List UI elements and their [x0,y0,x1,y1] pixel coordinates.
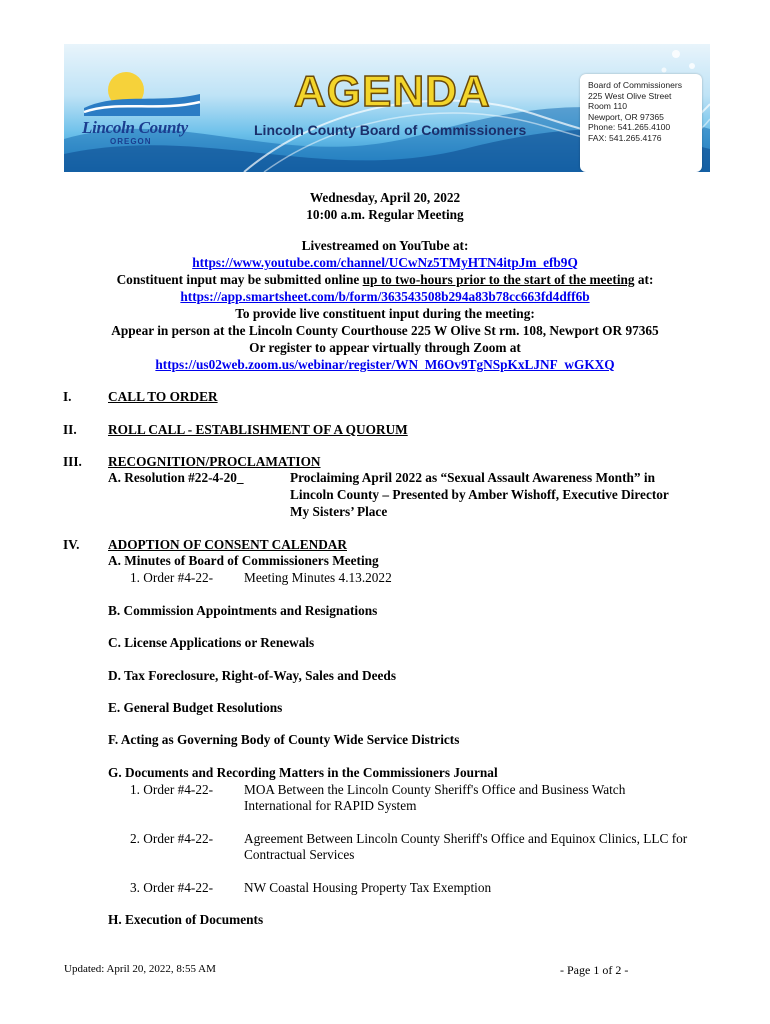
section-roll-call: ROLL CALL - ESTABLISHMENT OF A QUORUM [108,422,408,437]
address-line: Newport, OR 97365 [588,111,664,122]
board-title: Lincoln County Board of Commissioners [254,122,527,138]
input-prefix: Constituent input may be submitted online [116,272,363,287]
order-number: 2. Order #4-22- [130,831,214,846]
youtube-link-line [0,255,770,271]
zoom-link-line [0,357,770,373]
page-number: - Page 1 of 2 - [560,963,629,977]
order-desc: NW Coastal Housing Property Tax Exemption [244,880,492,895]
smartsheet-link-line [0,289,770,305]
order-desc: Meeting Minutes 4.13.2022 [244,570,392,585]
meeting-date: Wednesday, April 20, 2022 [309,190,461,205]
input-deadline: up to two-hours prior to the start of the meeting [362,272,635,287]
resolution-desc-line: My Sisters’ Place [290,504,388,519]
section-recognition: RECOGNITION/PROCLAMATION [108,454,321,469]
section-number: II. [63,422,77,437]
consent-item-a: A. Minutes of Board of Commissioners Meeting [108,553,379,568]
consent-item-d: D. Tax Foreclosure, Right-of-Way, Sales and Deeds [108,668,396,683]
updated-timestamp: Updated: April 20, 2022, 8:55 AM [64,963,216,975]
consent-item-e: E. General Budget Resolutions [108,700,283,715]
live-input-label: To provide live constituent input during the meeting: [235,306,535,321]
order-number: 1. Order #4-22- [130,782,214,797]
smartsheet-link[interactable]: https://app.smartsheet.com/b/form/363543508b294a83b78cc663fd4dff6b [180,289,590,304]
youtube-link[interactable]: https://www.youtube.com/channel/UCwNz5TMyHTN4itpJm_efb9Q [192,255,578,270]
meeting-time: 10:00 a.m. Regular Meeting [306,207,464,222]
logo-subtitle: OREGON [110,137,152,146]
logo-name: Lincoln County [82,118,188,137]
resolution-desc-line: Lincoln County – Presented by Amber Wishoff, Executive Director [290,487,669,502]
order-desc: MOA Between the Lincoln County Sheriff's Office and Business Watch [244,782,626,797]
appear-in-person: Appear in person at the Lincoln County Courthouse 225 W Olive St rm. 108, Newport OR 97365 [111,323,659,338]
section-number: I. [63,389,72,404]
resolution-label: A. Resolution #22-4-20_ [108,470,244,485]
consent-item-c: C. License Applications or Renewals [108,635,315,650]
section-consent-calendar: ADOPTION OF CONSENT CALENDAR [108,537,347,552]
zoom-link[interactable]: https://us02web.zoom.us/webinar/register/WN_M6Ov9TgNSpKxLJNF_wGKXQ [155,357,615,372]
section-call-to-order: CALL TO ORDER [108,389,218,404]
order-desc: Agreement Between Lincoln County Sheriff's Office and Equinox Clinics, LLC for [244,831,688,846]
input-suffix: at: [634,272,654,287]
address-box [580,74,702,172]
address-line: Room 110 [588,101,628,112]
address-line: Phone: 541.265.4100 [588,122,671,133]
address-line: FAX: 541.265.4176 [588,132,662,143]
consent-item-g: G. Documents and Recording Matters in the Commissioners Journal [108,765,498,780]
resolution-desc-line: Proclaiming April 2022 as “Sexual Assault Awareness Month” in [290,470,655,485]
livestream-label: Livestreamed on YouTube at: [301,238,469,253]
order-number: 3. Order #4-22- [130,880,214,895]
zoom-register-label: Or register to appear virtually through Zoom at [249,340,521,355]
order-number: 1. Order #4-22- [130,570,214,585]
section-number: III. [63,454,82,469]
address-line: Board of Commissioners [588,80,683,90]
consent-item-h: H. Execution of Documents [108,912,264,927]
constituent-input-line [0,272,770,288]
section-number: IV. [63,537,80,552]
consent-item-f: F. Acting as Governing Body of County Wide Service Districts [108,732,460,747]
agenda-banner [64,44,710,172]
address-line: 225 West Olive Street [588,90,672,101]
consent-item-b: B. Commission Appointments and Resignations [108,603,378,618]
order-desc: Contractual Services [244,847,355,862]
agenda-title: AGENDA [294,67,491,116]
order-desc: International for RAPID System [244,798,417,813]
